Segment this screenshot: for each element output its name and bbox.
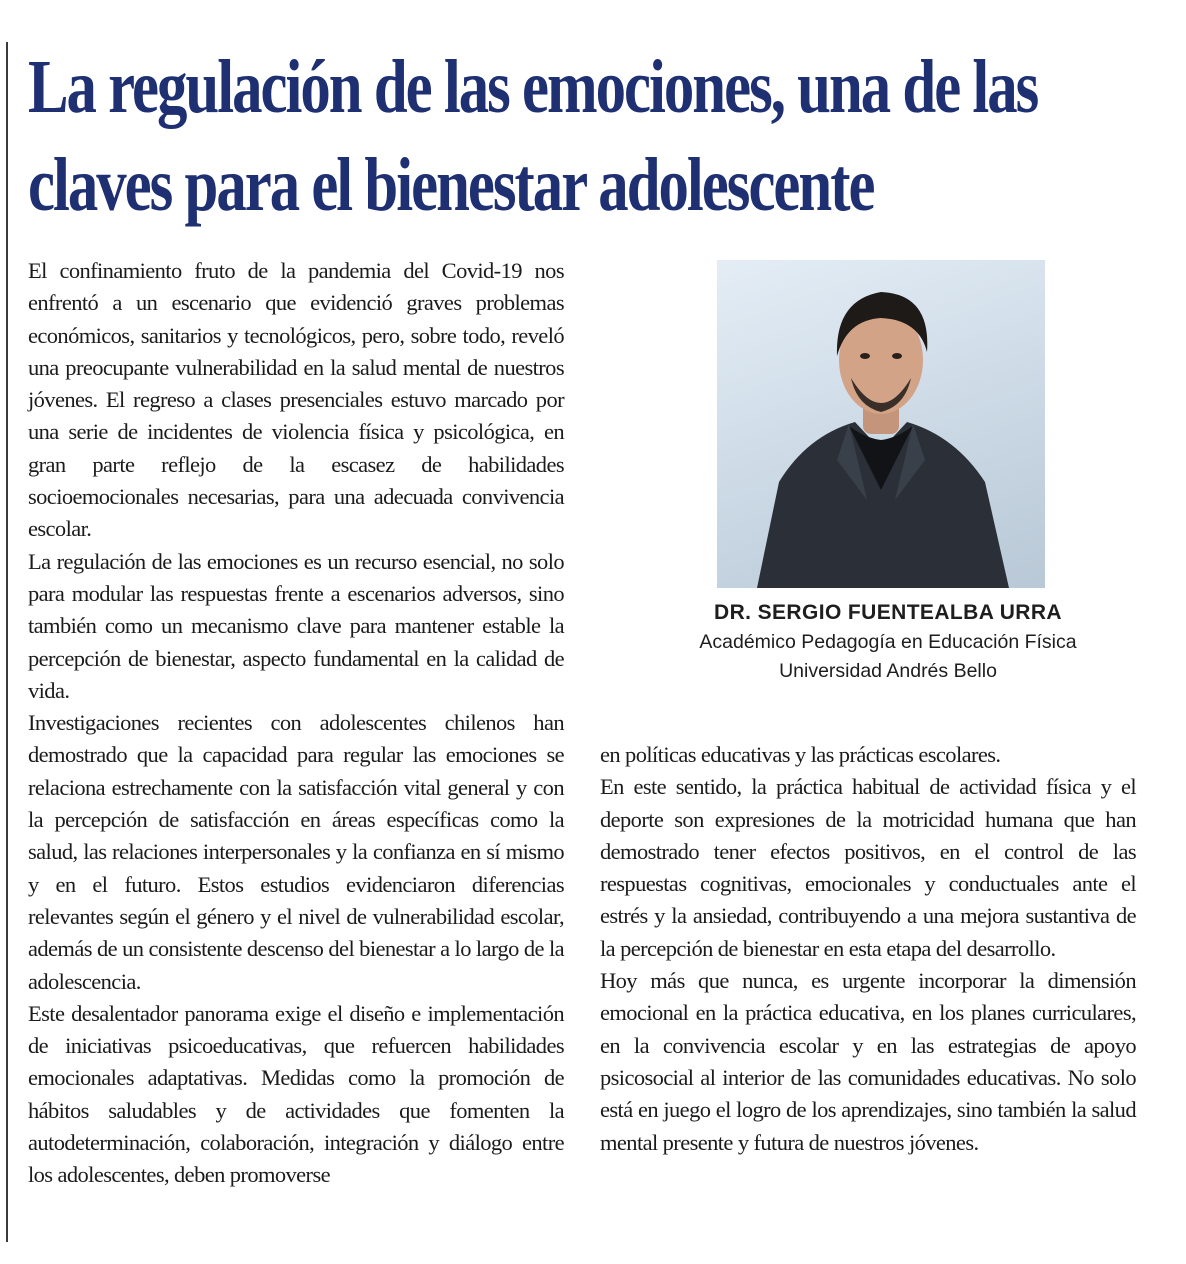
- paragraph: en políticas educativas y las prácticas escolares.: [600, 742, 1001, 767]
- paragraph: Investigaciones recientes con adolescentes chilenos han demostrado que la capacidad para regular las emociones se relaciona estrechamente con la satisfacción vital general y con la percepción de satisfacción en áreas específicas como la salud, las relaciones interpersonales y la confianza en sí mismo y en el futuro. Estos estudios evidenciaron diferencias relevantes según el género y el nivel de vulnerabilidad escolar, además de un consistente descenso del bienestar a lo largo de la adolescencia.: [28, 710, 564, 994]
- paragraph: El confinamiento fruto de la pandemia del Covid-19 nos enfrentó a un escenario que evidenció graves problemas económicos, sanitarios y tecnológicos, pero, sobre todo, reveló una preocupante vulnerabilidad en la salud mental de nuestros jóvenes. El regreso a clases presenciales estuvo marcado por una serie de incidentes de violencia física y psicológica, en gran parte reflejo de la escasez de habilidades socioemocionales necesarias, para una adecuada convivencia escolar.: [28, 258, 564, 542]
- author-photo: [717, 260, 1045, 588]
- column-rule: [6, 42, 8, 1242]
- paragraph: En este sentido, la práctica habitual de actividad física y el deporte son expresiones de la motricidad humana que han demostrado tener efectos positivos, en el control de las respuestas cognitivas, emocionales y conductuales ante el estrés y la ansiedad, contribuyendo a una mejora sustantiva de la percepción de bienestar en esta etapa del desarrollo.: [600, 774, 1136, 961]
- article-column-left: [28, 255, 564, 1192]
- paragraph: Este desalentador panorama exige el diseño e implementación de iniciativas psicoeducativas, que refuercen habilidades emocionales adaptativas. Medidas como la promoción de hábitos saludables y de actividades que fomenten la autodeterminación, colaboración, integración y diálogo entre los adolescentes, deben promoverse: [28, 1000, 564, 1188]
- paragraph: Hoy más que nunca, es urgente incorporar la dimensión emocional en la práctica educativa, en los planes curriculares, en la convivencia escolar y en las estrategias de apoyo psicosocial al interior de las comunidades educativas. No solo está en juego el logro de los aprendizajes, sino también la salud mental presente y futura de nuestros jóvenes.: [600, 968, 1136, 1155]
- article-headline: La regulación de las emociones, una de las claves para el bienestar adolescente: [28, 45, 1038, 227]
- photo-caption: [660, 598, 1116, 686]
- author-name: DR. SERGIO FUENTEALBA URRA: [714, 601, 1062, 624]
- author-portrait-illustration: [717, 260, 1045, 588]
- article-column-right: [600, 739, 1136, 1159]
- paragraph: La regulación de las emociones es un recurso esencial, no solo para modular las respuestas frente a escenarios adversos, sino también como un mecanismo clave para mantener estable la percepción de bienestar, aspecto fundamental en la calidad de vida.: [28, 548, 564, 703]
- author-institution: Universidad Andrés Bello: [779, 660, 997, 682]
- author-role: Académico Pedagogía en Educación Física: [699, 631, 1077, 653]
